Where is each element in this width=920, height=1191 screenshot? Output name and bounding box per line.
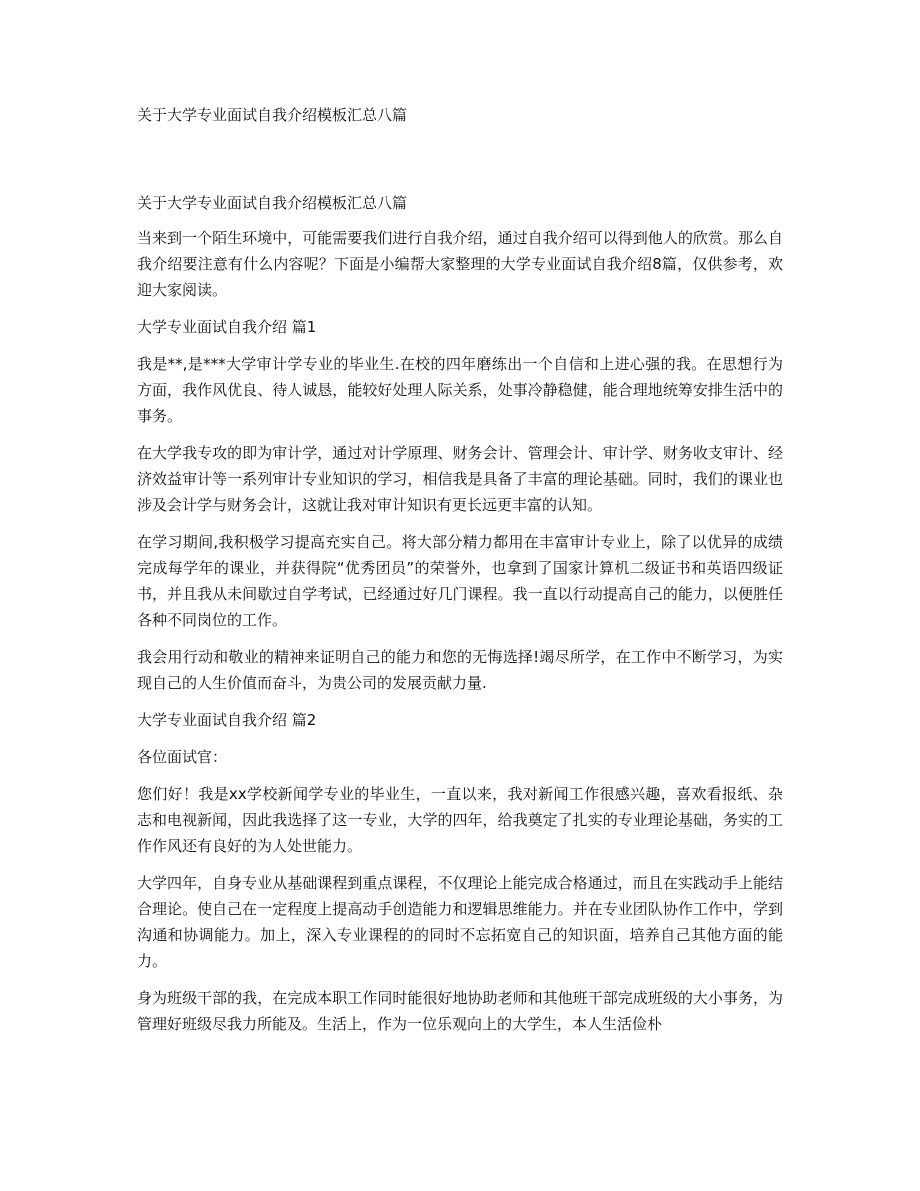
paragraph: 在大学我专攻的即为审计学，通过对计学原理、财务会计、管理会计、审计学、财务收支审计、经济效益审计等一系列审计专业知识的学习，相信我是具备了丰富的理论基础。同时，我们的课业也涉及会计学与财务会计，这就让我对审计知识有更长远更丰富的认知。 (137, 444, 783, 514)
document-page (137, 104, 783, 1037)
paragraph: 身为班级干部的我，在完成本职工作同时能很好地协助老师和其他班干部完成班级的大小事务，为管理好班级尽我力所能及。生活上，作为一位乐观向上的大学生，本人生活俭朴 (137, 989, 783, 1033)
section-heading-2: 大学专业面试自我介绍 篇2 (137, 711, 317, 729)
document-subtitle: 关于大学专业面试自我介绍模板汇总八篇 (137, 194, 408, 212)
paragraph: 您们好！我是xx学校新闻学专业的毕业生，一直以来，我对新闻工作很感兴趣，喜欢看报纸、杂志和电视新闻，因此我选择了这一专业，大学的四年，给我奠定了扎实的专业理论基础，务实的工作作风还有良好的为人处世能力。 (137, 785, 783, 855)
paragraph: 在学习期间,我积极学习提高充实自己。将大部分精力都用在丰富审计专业上，除了以优异的成绩完成每学年的课业，并获得院“优秀团员”的荣誉外，也拿到了国家计算机二级证书和英语四级证书，并且我从未间歇过自学考试，已经通过好几门课程。我一直以行动提高自己的能力，以便胜任各种不同岗位的工作。 (137, 533, 783, 629)
paragraph-intro: 当来到一个陌生环境中，可能需要我们进行自我介绍，通过自我介绍可以得到他人的欣赏。那么自我介绍要注意有什么内容呢？下面是小编帮大家整理的大学专业面试自我介绍8篇，仅供参考，欢迎大家阅读。 (137, 229, 783, 299)
paragraph: 我是**,是***大学审计学专业的毕业生.在校的四年磨练出一个自信和上进心强的我。在思想行为方面，我作风优良、待人诚恳，能较好处理人际关系，处事冷静稳健，能合理地统筹安排生活中的事务。 (137, 355, 783, 425)
section-heading-1: 大学专业面试自我介绍 篇1 (137, 318, 317, 336)
paragraph: 我会用行动和敬业的精神来证明自己的能力和您的无悔选择!竭尽所学，在工作中不断学习，为实现自己的人生价值而奋斗，为贵公司的发展贡献力量. (137, 648, 783, 692)
document-title: 关于大学专业面试自我介绍模板汇总八篇 (137, 106, 408, 124)
salutation: 各位面试官： (137, 748, 228, 766)
paragraph: 大学四年，自身专业从基础课程到重点课程，不仅理论上能完成合格通过，而且在实践动手上能结合理论。使自己在一定程度上提高动手创造能力和逻辑思维能力。并在专业团队协作工作中，学到沟通和协调能力。加上，深入专业课程的的同时不忘拓宽自己的知识面，培养自己其他方面的能力。 (137, 874, 783, 970)
